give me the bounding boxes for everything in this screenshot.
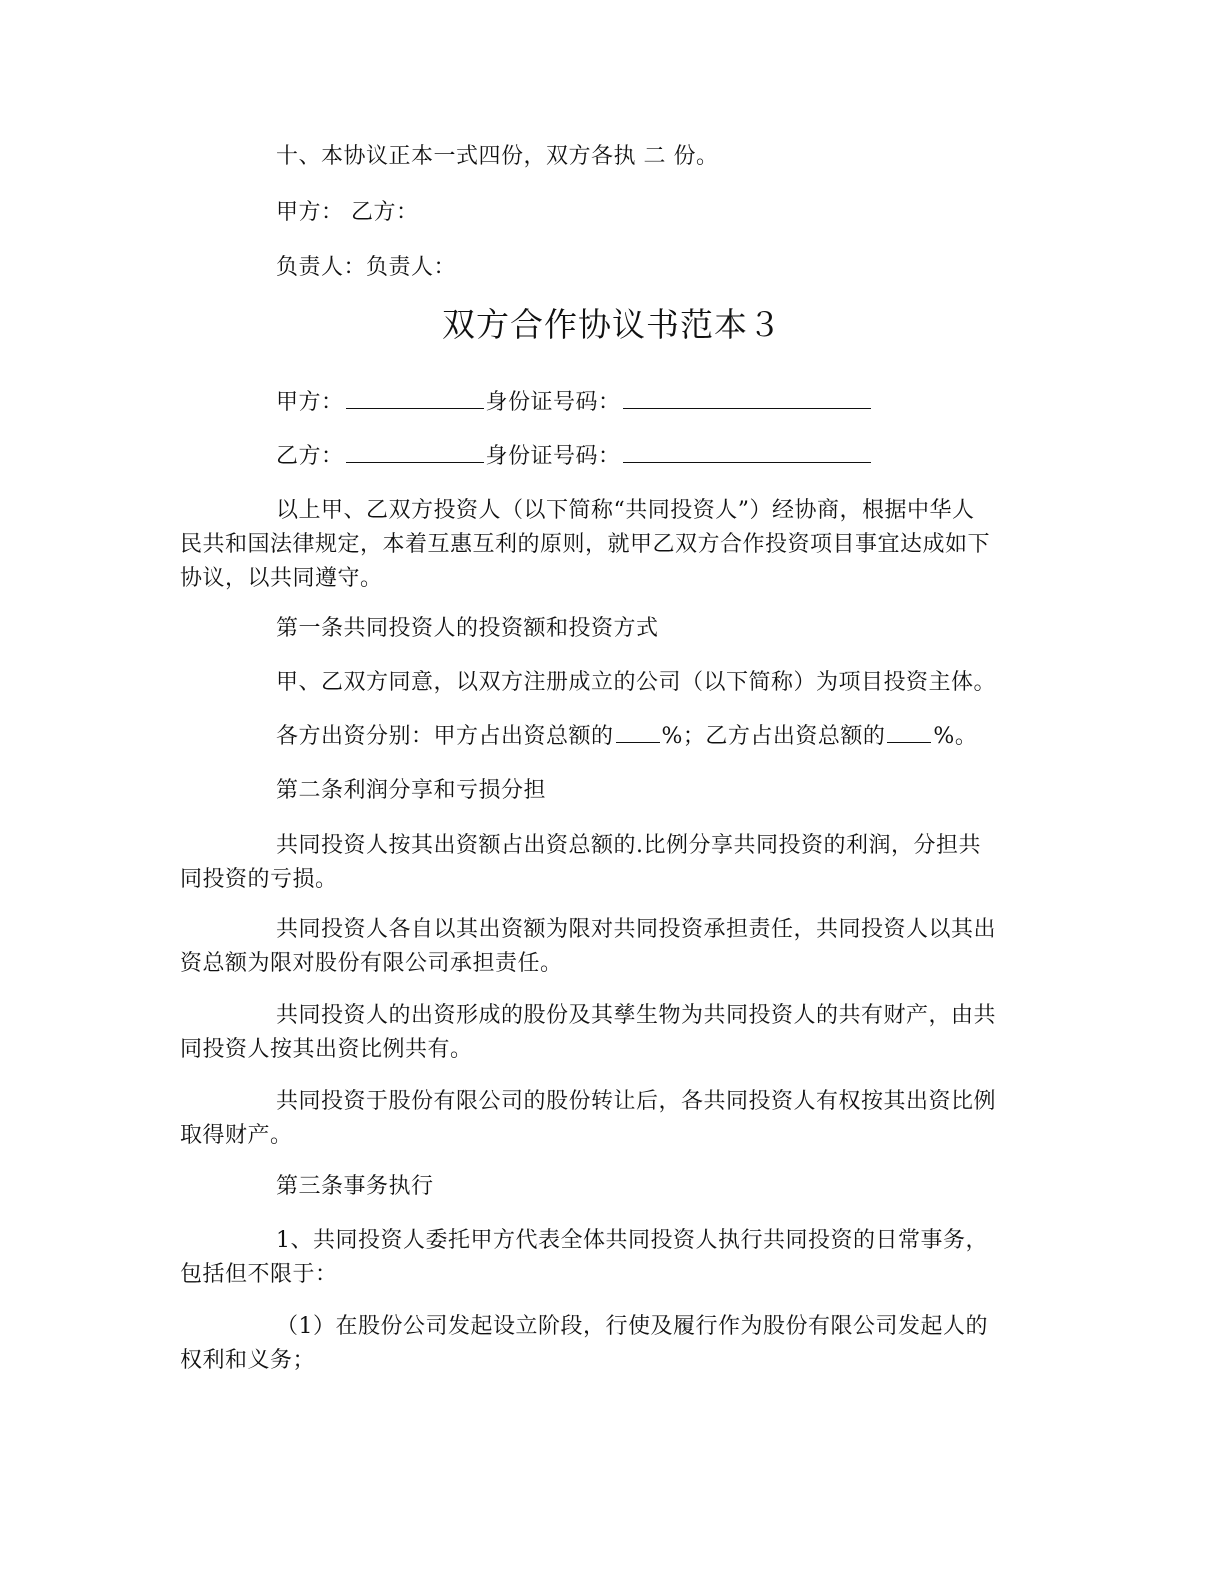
party-b-id-blank [623, 440, 871, 463]
representative-signature-line: 负责人：负责人： [276, 255, 457, 280]
document-title: 双方合作协议书范本３ [442, 305, 782, 344]
article-3-paragraph-1-line-2: 包括但不限于： [180, 1262, 338, 1287]
intro-line-3: 协议，以共同遵守。 [180, 566, 383, 591]
party-a-info-line [276, 386, 1040, 420]
article-2-paragraph-4-line-2: 取得财产。 [180, 1123, 293, 1148]
article-2-paragraph-2-line-1: 共同投资人各自以其出资额为限对共同投资承担责任，共同投资人以其出 [276, 917, 997, 942]
article-2-paragraph-3-line-2: 同投资人按其出资比例共有。 [180, 1037, 473, 1062]
intro-line-1: 以上甲、乙双方投资人（以下简称“共同投资人”）经协商，根据中华人 [276, 498, 975, 523]
party-b-id-label: 身份证号码： [485, 444, 621, 469]
article-2-paragraph-1-line-1: 共同投资人按其出资额占出资总额的.比例分享共同投资的利润，分担共 [276, 833, 981, 858]
article-2-paragraph-2-line-2: 资总额为限对股份有限公司承担责任。 [180, 951, 563, 976]
article-3-item-1-line-1: （1）在股份公司发起设立阶段，行使及履行作为股份有限公司发起人的 [276, 1314, 988, 1339]
contribution-b-text: %；乙方占出资总额的 [661, 724, 886, 749]
intro-line-2: 民共和国法律规定，本着互惠互利的原则，就甲乙双方合作投资项目事宜达成如下 [180, 532, 991, 557]
contribution-end-text: %。 [933, 724, 978, 749]
party-b-name-blank [346, 440, 484, 463]
article-2-paragraph-1-line-2: 同投资的亏损。 [180, 867, 338, 892]
clause-10: 十、本协议正本一式四份，双方各执 二 份。 [276, 144, 719, 169]
party-b-percent-blank [887, 720, 931, 743]
article-2-title: 第二条利润分享和亏损分担 [276, 778, 547, 803]
article-1-paragraph-2 [276, 720, 1040, 754]
article-1-paragraph-1: 甲、乙双方同意，以双方注册成立的公司（以下简称）为项目投资主体。 [276, 670, 997, 695]
party-a-id-blank [623, 386, 871, 409]
party-signature-line: 甲方： 乙方： [276, 200, 419, 225]
party-a-id-label: 身份证号码： [485, 390, 621, 415]
article-1-title: 第一条共同投资人的投资额和投资方式 [276, 616, 659, 641]
party-a-percent-blank [616, 720, 660, 743]
article-2-paragraph-3-line-1: 共同投资人的出资形成的股份及其孳生物为共同投资人的共有财产，由共 [276, 1003, 997, 1028]
article-3-item-1-line-2: 权利和义务； [180, 1348, 316, 1373]
article-3-paragraph-1-line-1: 1、共同投资人委托甲方代表全体共同投资人执行共同投资的日常事务， [276, 1228, 988, 1253]
article-3-title: 第三条事务执行 [276, 1174, 434, 1199]
party-b-label: 乙方： [276, 444, 344, 469]
article-2-paragraph-4-line-1: 共同投资于股份有限公司的股份转让后，各共同投资人有权按其出资比例 [276, 1089, 997, 1114]
party-a-name-blank [346, 386, 484, 409]
party-b-info-line [276, 440, 1040, 474]
contribution-a-text: 各方出资分别：甲方占出资总额的 [276, 724, 614, 749]
party-a-label: 甲方： [276, 390, 344, 415]
